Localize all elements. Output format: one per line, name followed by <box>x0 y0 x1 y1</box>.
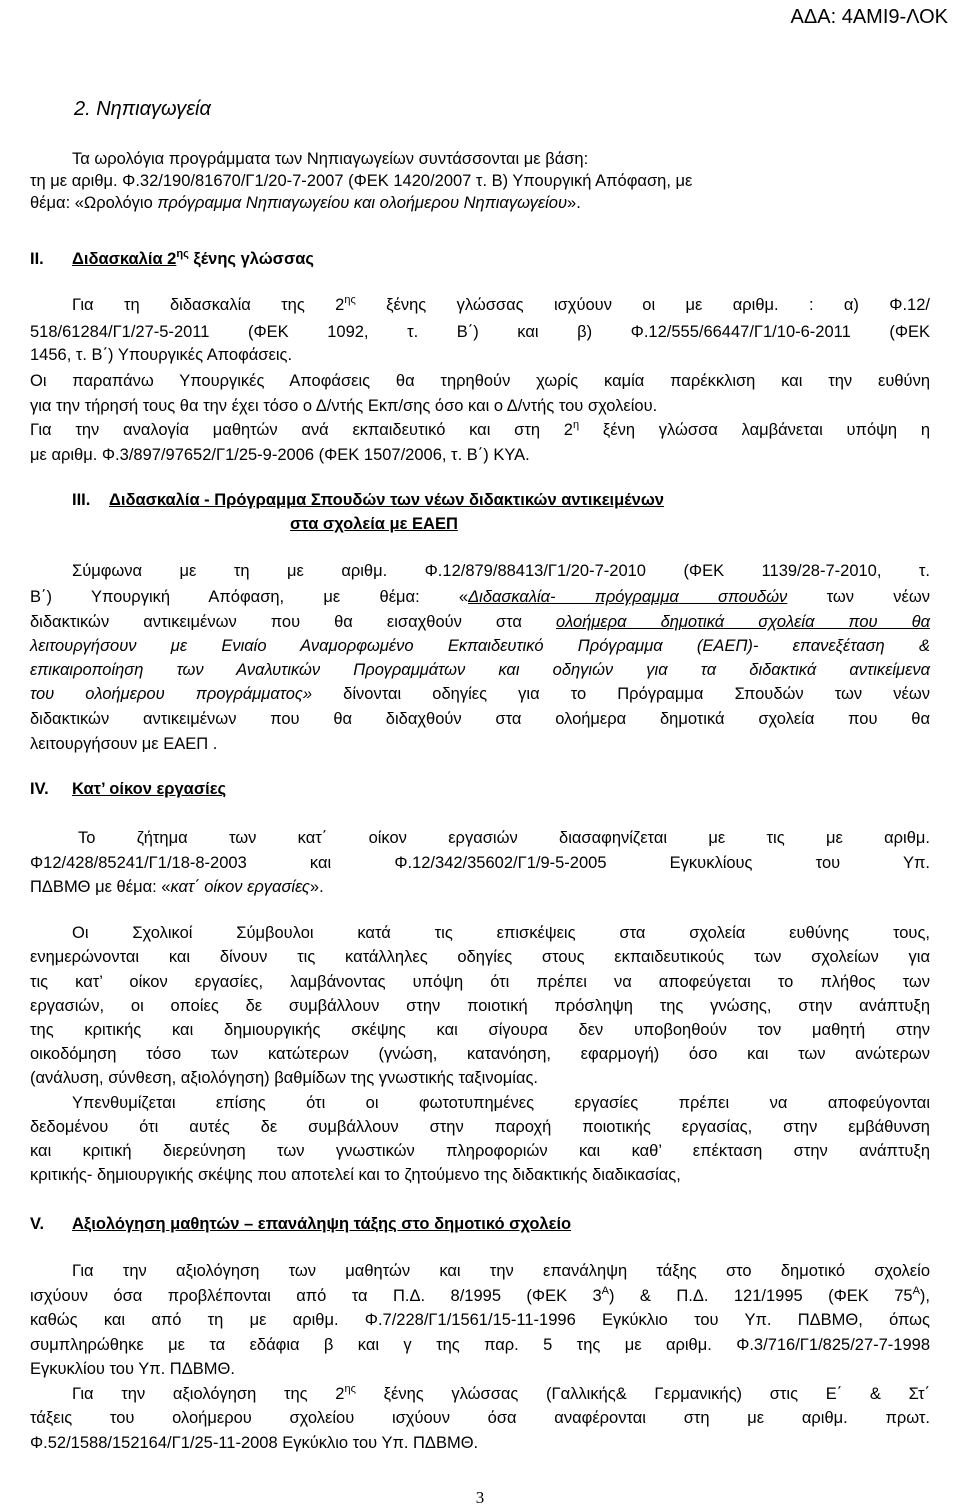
section-iv-number: IV. <box>30 780 49 798</box>
section-ii-title: Διδασκαλία $2^{\eta\varsigma}$ ξένης γλώσσας <box>72 248 314 268</box>
s4-p3-line-3: και κριτική διερεύνηση των γνωστικών πληροφοριών και καθ’ επέκταση στην ανάπτυξη <box>30 1142 930 1160</box>
section-iv-title: Κατ’ οίκον εργασίες <box>72 780 227 798</box>
s2b-line-7: με αριθμ. Φ.3/897/97652/Γ1/25-9-2006 (ΦΕΚ 1507/2006, τ. Β΄) ΚΥΑ. <box>30 446 530 464</box>
s2b-line-3: 1456, τ. Β΄) Υπουργικές Αποφάσεις. <box>30 346 293 364</box>
s4-p1-line-2: Φ12/428/85241/Γ1/18-8-2003 και Φ.12/342/35602/Γ1/9-5-2005 Εγκυκλίους του Υπ. <box>30 854 930 872</box>
section-v-number: V. <box>30 1215 45 1233</box>
section-v-title: Αξιολόγηση μαθητών – επανάληψη τάξης στο δημοτικό σχολείο <box>72 1215 572 1233</box>
s4-p3-line-1: Υπενθυμίζεται επίσης ότι οι φωτοτυπημένες εργασίες πρέπει να αποφεύγονται <box>72 1094 930 1112</box>
section-iii-title-2: στα σχολεία με ΕΑΕΠ <box>290 515 458 533</box>
s4-p2-line-3: τις κατ’ οίκον εργασίες, λαμβάνοντας υπόψη ότι πρέπει να αποφεύγεται το πλήθος των <box>30 973 930 991</box>
s3-line-1: Σύμφωνα με τη με αριθμ. Φ.12/879/88413/Γ1/20-7-2010 (ΦΕΚ 1139/28-7-2010, τ. <box>72 562 930 580</box>
s5-p2-line-3: Φ.52/1588/152164/Γ1/25-11-2008 Εγκύκλιο του Υπ. ΠΔΒΜΘ. <box>30 1434 479 1452</box>
page-number: 3 <box>475 1488 485 1507</box>
s4-p2-line-7: (ανάλυση, σύνθεση, αξιολόγηση) βαθμίδων της γνωστικής ταξινομίας. <box>30 1069 539 1087</box>
s3-line-7: διδακτικών αντικειμένων που θα διδαχθούν στα ολοήμερα δημοτικά σχολεία που θα <box>30 710 930 728</box>
s5-p1-line-5: Εγκυκλίου του Υπ. ΠΔΒΜΘ. <box>30 1360 235 1378</box>
s4-p1-line-1: Το ζήτημα των κατ΄ οίκον εργασιών διασαφηνίζεται με τις με αριθμ. <box>78 829 930 847</box>
s2-line-1: Τα ωρολόγια προγράμματα των Νηπιαγωγείων συντάσσονται με βάση: <box>72 150 589 168</box>
s4-p2-line-2: ενημερώνονται και δίνουν τις κατάλληλες οδηγίες στους εκπαιδευτικούς των σχολείων για <box>30 948 930 966</box>
s4-p1-line-3: ΠΔΒΜΘ με θέμα: «κατ΄ οίκον εργασίες». <box>30 878 324 896</box>
section-2-heading: 2. Νηπιαγωγεία <box>74 98 211 120</box>
s2-line-2: τη με αριθμ. Φ.32/190/81670/Γ1/20-7-2007 (ΦΕΚ 1420/2007 τ. Β) Υπουργική Απόφαση, με <box>30 172 693 190</box>
s4-p2-line-5: της κριτικής και δημιουργικής σκέψης και σίγουρα δεν υποβοηθούν τον μαθητή στην <box>30 1021 930 1039</box>
section-ii-number: II. <box>30 250 44 268</box>
ada-code: ΑΔΑ: 4ΑΜΙ9-ΛΟΚ <box>790 6 948 28</box>
s2b-line-2: 518/61284/Γ1/27-5-2011 (ΦΕΚ 1092, τ. Β΄) και β) Φ.12/555/66447/Γ1/10-6-2011 (ΦΕΚ <box>30 323 930 341</box>
s4-p3-line-2: δεδομένου ότι αυτές δε συμβάλλουν στην παροχή ποιοτικής εργασίας, στην εμβάθυνση <box>30 1118 930 1136</box>
s2b-line-6: Για την αναλογία μαθητών ανά εκπαιδευτικό και στη $2^\eta$ ξένη γλώσσα λαμβάνεται υπόψη η <box>30 419 930 439</box>
s3-line-8: λειτουργήσουν με ΕΑΕΠ . <box>30 735 218 753</box>
s2-line-3: θέμα: «Ωρολόγιο πρόγραμμα Νηπιαγωγείου και ολοήμερου Νηπιαγωγείου». <box>30 194 581 212</box>
s5-p2-line-1: Για την αξιολόγηση της $2^{\eta\varsigma}$ ξένης γλώσσας (Γαλλικής& Γερμανικής) στις Ε΄ & Στ΄ <box>72 1383 931 1403</box>
s4-p2-line-1: Οι Σχολικοί Σύμβουλοι κατά τις επισκέψεις στα σχολεία ευθύνης τους, <box>72 924 930 942</box>
section-iii-title-1: Διδασκαλία - Πρόγραμμα Σπουδών των νέων διδακτικών αντικειμένων <box>109 491 664 509</box>
s2b-line-5: για την τήρησή τους θα την έχει τόσο ο Δ/ντής Εκπ/σης όσο και ο Δ/ντής του σχολείου. <box>30 397 658 415</box>
s5-p1-line-4: συμπληρώθηκε με τα εδάφια β και γ της παρ. 5 της με αριθμ. Φ.3/716/Γ1/825/27-7-1998 <box>30 1336 930 1354</box>
s4-p3-line-4: κριτικής- δημιουργικής σκέψης που αποτελεί και το ζητούμενο της διδακτικής διαδικασίας, <box>30 1166 681 1184</box>
s5-p1-line-1: Για την αξιολόγηση των μαθητών και την επανάληψη τάξης στο δημοτικό σχολείο <box>72 1262 930 1280</box>
s3-line-6: του ολοήμερου προγράμματος» δίνονται οδηγίες για το Πρόγραμμα Σπουδών των νέων <box>30 685 930 703</box>
s4-p2-line-6: οικοδόμηση τόσο των κατώτερων (γνώση, κατανόηση, εφαρμογή) όσο και των ανώτερων <box>30 1045 930 1063</box>
s2b-line-1: Για τη διδασκαλία της $2^{\eta\varsigma}$ ξένης γλώσσας ισχύουν οι με αριθμ. : α) Φ.12/ <box>72 294 930 314</box>
section-iii-number: III. <box>72 491 91 509</box>
s3-line-4: λειτουργήσουν με Ενιαίο Αναμορφωμένο Εκπαιδευτικό Πρόγραμμα (ΕΑΕΠ)- επανεξέταση & <box>30 637 930 655</box>
s3-line-3: διδακτικών αντικειμένων που θα εισαχθούν στα ολοήμερα δημοτικά σχολεία που θα <box>30 613 930 631</box>
s3-line-2: Β΄) Υπουργική Απόφαση, με θέμα: «Διδασκαλία- πρόγραμμα σπουδών των νέων <box>30 588 930 606</box>
s5-p1-line-2: ισχύουν όσα προβλέπονται από τα Π.Δ. 8/1995 (ΦΕΚ $3^A$) & Π.Δ. 121/1995 (ΦΕΚ $75^A$), <box>30 1285 930 1305</box>
s4-p2-line-4: εργασιών, οι οποίες δε συμβάλλουν στην ποιοτική πρόσληψη της γνώσης, στην ανάπτυξη <box>30 997 930 1015</box>
s5-p2-line-2: τάξεις του ολοήμερου σχολείου ισχύουν όσα αναφέρονται στη με αριθμ. πρωτ. <box>30 1409 930 1427</box>
s3-line-5: επικαιροποίηση των Αναλυτικών Προγραμμάτων και οδηγιών για τα διδακτικά αντικείμενα <box>30 661 930 679</box>
s5-p1-line-3: καθώς και από τη με αριθμ. Φ.7/228/Γ1/1561/15-11-1996 Εγκύκλιο του Υπ. ΠΔΒΜΘ, όπως <box>30 1311 930 1329</box>
s2b-line-4: Οι παραπάνω Υπουργικές Αποφάσεις θα τηρηθούν χωρίς καμία παρέκκλιση και την ευθύνη <box>30 372 930 390</box>
